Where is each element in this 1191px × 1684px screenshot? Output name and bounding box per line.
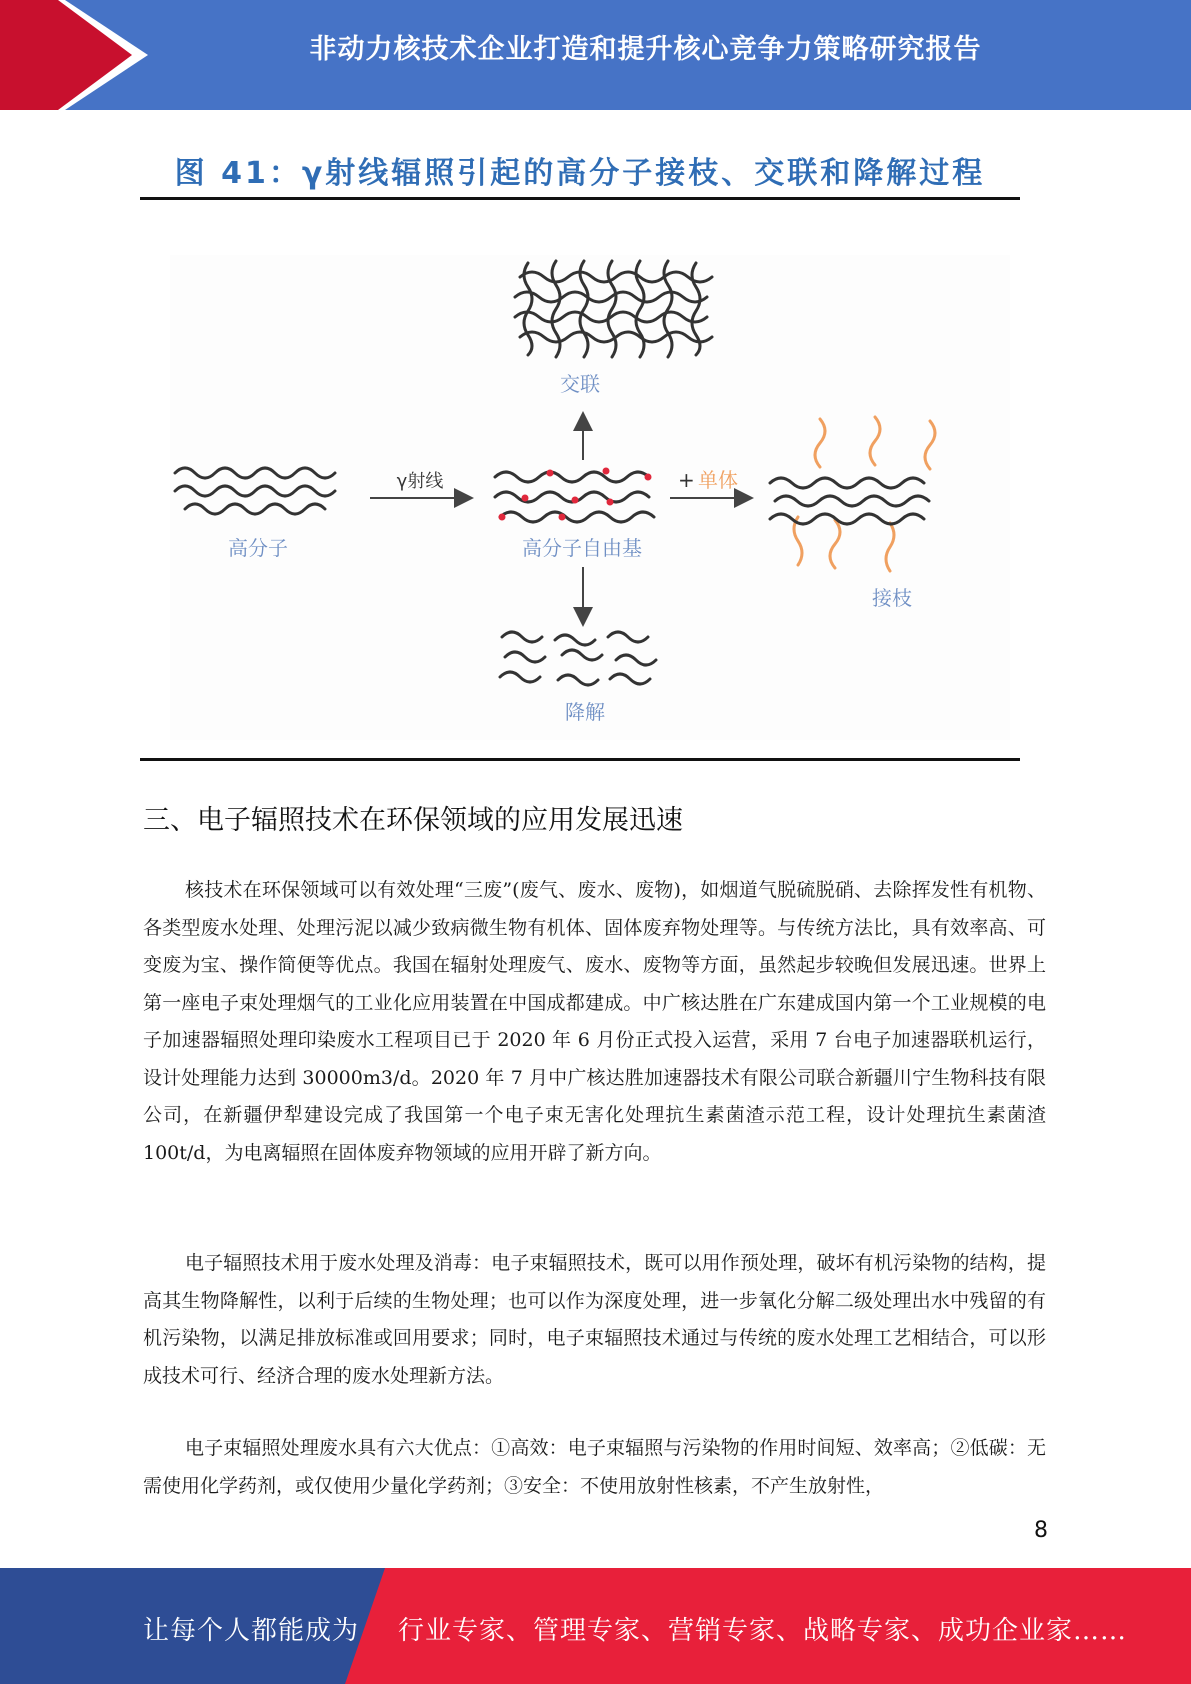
reaction-diagram xyxy=(170,255,1010,740)
footer-slogan-right: 行业专家、管理专家、营销专家、战略专家、成功企业家…… xyxy=(398,1616,1128,1646)
header-chevron-icon xyxy=(0,0,150,110)
figure-title: 图 41：γ射线辐照引起的高分子接枝、交联和降解过程 xyxy=(174,156,986,191)
header-bar xyxy=(0,0,1191,110)
label-plus: + xyxy=(678,468,695,492)
page-number: 8 xyxy=(1034,1518,1048,1543)
section-heading: 三、电子辐照技术在环保领域的应用发展迅速 xyxy=(143,805,683,836)
label-polymer: 高分子 xyxy=(228,536,288,560)
label-graft: 接枝 xyxy=(872,586,912,610)
label-degrade: 降解 xyxy=(565,700,605,724)
figure-rule-top xyxy=(140,197,1020,200)
paragraph-1: 核技术在环保领域可以有效处理“三废”(废气、废水、废物)，如烟道气脱硫脱硝、去除挥发性有机物、各类型废水处理、处理污泥以减少致病微生物有机体、固体废弃物处理等。与传统方法比，具有效率高、可变废为宝、操作简便等优点。我国在辐射处理废气、废水、废物等方面，虽然起步较晚但发展迅速。世界上第一座电子束处理烟气的工业化应用装置在中国成都建成。中广核达胜在广东建成国内第一个工业规模的电子加速器辐照处理印染废水工程项目已于 2020 年 6 月份正式投入运营，采用 7 台电子加速器联机运行，设计处理能力达到 30000m3/d。2020 年 7 月中广核达胜加速器技术有限公司联合新疆川宁生物科技有限公司，在新疆伊犁建设完成了我国第一个电子束无害化处理抗生素菌渣示范工程，设计处理抗生素菌渣 100t/d，为电离辐照在固体废弃物领域的应用开辟了新方向。 xyxy=(143,879,1046,1164)
figure-rule-bottom xyxy=(140,758,1020,761)
label-crosslink: 交联 xyxy=(560,372,600,396)
label-radical: 高分子自由基 xyxy=(522,536,642,560)
label-monomer: 单体 xyxy=(698,468,738,492)
report-title: 非动力核技术企业打造和提升核心竞争力策略研究报告 xyxy=(309,34,982,65)
paragraph-2: 电子辐照技术用于废水处理及消毒：电子束辐照技术，既可以用作预处理，破坏有机污染物的结构，提高其生物降解性，以利于后续的生物处理；也可以作为深度处理，进一步氧化分解二级处理出水中残留的有机污染物，以满足排放标准或回用要求；同时，电子束辐照技术通过与传统的废水处理工艺相结合，可以形成技术可行、经济合理的废水处理新方法。 xyxy=(143,1252,1046,1387)
paragraph-3: 电子束辐照处理废水具有六大优点：①高效：电子束辐照与污染物的作用时间短、效率高；②低碳：无需使用化学药剂，或仅使用少量化学药剂；③安全：不使用放射性核素，不产生放射性， xyxy=(143,1437,1046,1497)
label-gamma: γ射线 xyxy=(396,471,444,492)
footer-slogan-left: 让每个人都能成为 xyxy=(143,1616,360,1646)
